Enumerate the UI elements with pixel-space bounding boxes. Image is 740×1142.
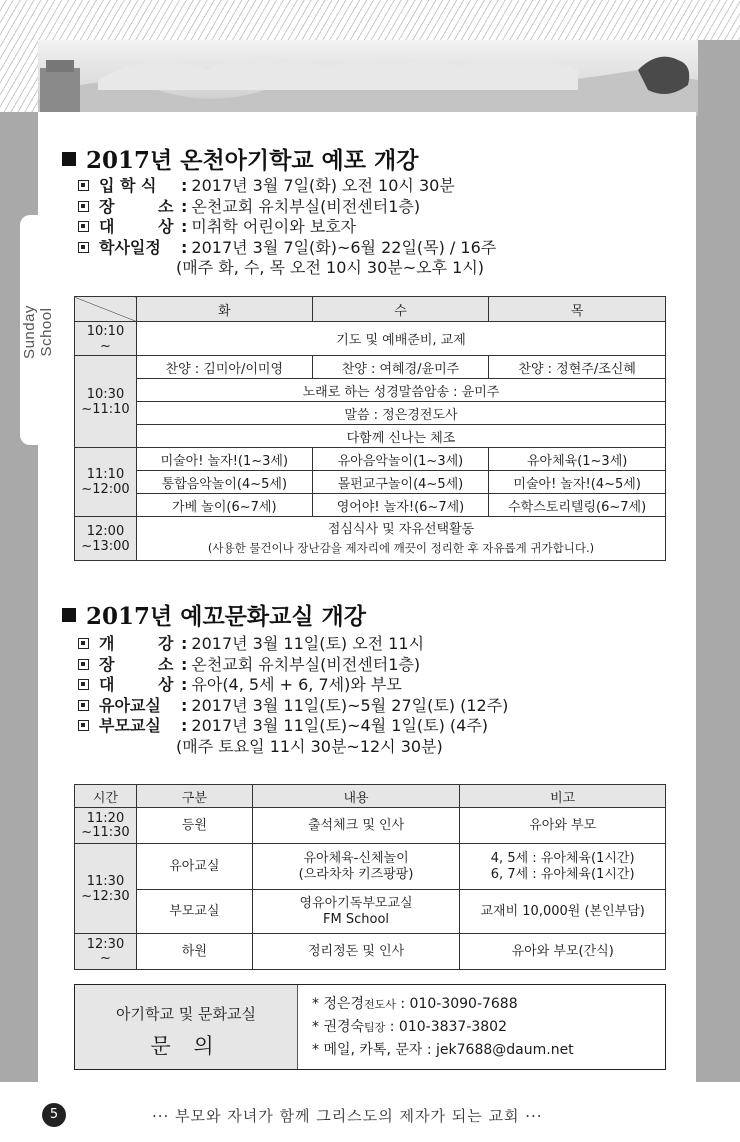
square-bullet-icon — [62, 152, 76, 166]
colon: : — [181, 196, 188, 216]
corner-cell — [75, 297, 137, 322]
colon: : — [181, 634, 188, 653]
contact-label-area — [75, 985, 298, 1069]
square-bullet-icon — [62, 608, 76, 622]
info-value: 미취학 어린이와 보호자 — [191, 217, 357, 236]
content-cell: 영유아기독부모교실 FM School — [252, 890, 460, 934]
activity-cell: 노래로 하는 성경말씀암송 : 윤미주 — [136, 379, 665, 402]
table-header-row — [75, 297, 666, 322]
content-cell: 정리정돈 및 인사 — [252, 934, 460, 970]
table-row — [75, 844, 666, 890]
time-cell: 11:20 ~11:30 — [75, 808, 137, 844]
content-cell: 출석체크 및 인사 — [252, 808, 460, 844]
praise-cell: 찬양 : 김미아/이미영 — [136, 356, 312, 379]
time-cell: 12:30 ~ — [75, 934, 137, 970]
contact-phone: : 010-3090-7688 — [395, 996, 518, 1012]
contact-details — [298, 985, 574, 1069]
contact-name: 메일, 카톡, 문자 — [323, 1042, 423, 1058]
side-tab-label: Sunday School — [21, 305, 55, 359]
info-row — [78, 675, 508, 696]
info-value: 2017년 3월 7일(화)~6월 22일(목) / 16주 — [191, 237, 497, 257]
table-header-row — [75, 785, 666, 808]
lunch-note: (사용한 물건이나 장난감을 제자리에 깨끗이 정리한 후 자유롭게 귀가합니다.) — [207, 540, 595, 555]
header-content: 내용 — [252, 785, 460, 808]
activity-cell: 영어야! 놀자!(6~7세) — [312, 494, 489, 517]
culture-class-table — [74, 784, 666, 970]
banner-illustration — [38, 40, 698, 116]
info-label: 대 상 — [99, 217, 174, 236]
colon: : — [181, 217, 188, 236]
checkbox-bullet-icon — [78, 638, 89, 649]
table-row — [75, 934, 666, 970]
contact-role: 팀장 — [364, 1021, 386, 1034]
info-value: 2017년 3월 11일(토) 오전 11시 — [191, 634, 425, 653]
table-row — [75, 356, 666, 379]
activity-cell: 기도 및 예배준비, 교제 — [136, 322, 665, 356]
section1-info — [78, 176, 496, 279]
activity-cell: 몰펀교구놀이(4~5세) — [312, 471, 489, 494]
table-row — [75, 402, 666, 425]
header-note: 비고 — [460, 785, 666, 808]
colon: : — [181, 716, 188, 735]
note-cell: 유아와 부모(간식) — [460, 934, 666, 970]
activity-cell: 유아음악놀이(1~3세) — [312, 448, 489, 471]
header-tue: 화 — [136, 297, 312, 322]
info-label: 대 상 — [99, 675, 174, 694]
side-tab — [20, 215, 60, 445]
contact-line: * 메일, 카톡, 문자 : jek7688@daum.net — [312, 1042, 574, 1058]
checkbox-bullet-icon — [78, 201, 89, 212]
info-note: (매주 토요일 11시 30분~12시 30분) — [176, 736, 443, 756]
time-cell: 10:10 ~ — [75, 322, 137, 356]
info-label: 입 학 식 — [99, 176, 157, 195]
contact-line: * 권경숙팀장 : 010-3837-3802 — [312, 1019, 507, 1035]
checkbox-bullet-icon — [78, 659, 89, 670]
table-row — [75, 494, 666, 517]
activity-cell: 수학스토리텔링(6~7세) — [489, 494, 666, 517]
contact-email: : jek7688@daum.net — [422, 1042, 574, 1058]
info-row — [78, 217, 496, 238]
info-note: (매주 화, 수, 목 오전 10시 30분~오후 1시) — [176, 258, 485, 277]
info-value: 온천교회 유치부실(비전센터1층) — [191, 654, 421, 674]
contact-heading: 문 의 — [150, 1034, 222, 1058]
info-label: 유아교실 — [99, 695, 161, 715]
header-category: 구분 — [136, 785, 252, 808]
note-cell: 유아와 부모 — [460, 808, 666, 844]
info-row — [78, 655, 508, 676]
colon: : — [181, 675, 188, 694]
activity-cell: 미술아! 놀자!(4~5세) — [489, 471, 666, 494]
activity-cell: 가베 놀이(6~7세) — [136, 494, 312, 517]
header-thu: 목 — [489, 297, 666, 322]
info-row — [78, 696, 508, 717]
info-label: 장 소 — [99, 196, 174, 216]
info-row — [78, 634, 508, 655]
note-cell: 교재비 10,000원 (본인부담) — [460, 890, 666, 934]
section2-title — [62, 598, 366, 631]
activity-cell: 유아체육(1~3세) — [489, 448, 666, 471]
info-label: 개 강 — [99, 634, 174, 653]
contact-role: 전도사 — [364, 998, 396, 1011]
info-label: 학사일정 — [99, 237, 161, 257]
contact-label: 아기학교 및 문화교실 — [116, 1005, 256, 1023]
checkbox-bullet-icon — [78, 700, 89, 711]
category-cell: 하원 — [136, 934, 252, 970]
content-cell: 유아체육-신체놀이 (으라차차 키즈팡팡) — [252, 844, 460, 890]
praise-cell: 찬양 : 정현주/조신혜 — [489, 356, 666, 379]
info-value: 온천교회 유치부실(비전센터1층) — [191, 196, 421, 216]
table-row — [75, 890, 666, 934]
activity-cell: 다함께 신나는 체조 — [136, 425, 665, 448]
info-label: 부모교실 — [99, 716, 161, 735]
contact-phone: : 010-3837-3802 — [385, 1019, 507, 1035]
praise-cell: 찬양 : 여혜경/윤미주 — [312, 356, 489, 379]
activity-cell: 미술아! 놀자!(1~3세) — [136, 448, 312, 471]
colon: : — [181, 176, 188, 195]
activity-cell: 말씀 : 정은경전도사 — [136, 402, 665, 425]
checkbox-bullet-icon — [78, 720, 89, 731]
checkbox-bullet-icon — [78, 679, 89, 690]
schedule-table — [74, 296, 666, 561]
colon: : — [181, 695, 188, 715]
contact-name: 권경숙 — [323, 1019, 365, 1035]
category-cell: 유아교실 — [136, 844, 252, 890]
category-cell: 등원 — [136, 808, 252, 844]
section2-info — [78, 634, 508, 757]
section1-title-text: 2017년 온천아기학교 예포 개강 — [86, 147, 419, 174]
header-banner-image — [38, 40, 698, 116]
checkbox-bullet-icon — [78, 180, 89, 191]
page-frame-top — [696, 40, 740, 120]
time-cell: 11:10 ~12:00 — [75, 448, 137, 517]
activity-cell: 통합음악놀이(4~5세) — [136, 471, 312, 494]
info-value: 2017년 3월 11일(토)~4월 1일(토) (4주) — [191, 716, 489, 735]
info-label: 장 소 — [99, 654, 174, 674]
contact-name: 정은경 — [323, 996, 365, 1012]
info-row — [78, 238, 496, 259]
info-row — [78, 176, 496, 197]
note-cell: 4, 5세 : 유아체육(1시간) 6, 7세 : 유아체육(1시간) — [460, 844, 666, 890]
time-cell: 10:30 ~11:10 — [75, 356, 137, 448]
table-row — [75, 471, 666, 494]
table-row — [75, 379, 666, 402]
info-row — [78, 716, 508, 737]
table-row — [75, 425, 666, 448]
info-row — [78, 197, 496, 218]
checkbox-bullet-icon — [78, 221, 89, 232]
table-row — [75, 808, 666, 844]
section1-title — [62, 142, 418, 175]
table-row — [75, 517, 666, 561]
header-wed: 수 — [312, 297, 489, 322]
category-cell: 부모교실 — [136, 890, 252, 934]
info-value: 2017년 3월 11일(토)~5월 27일(토) (12주) — [191, 695, 509, 715]
page-number: 5 — [42, 1103, 66, 1127]
lunch-text: 점심식사 및 자유선택활동 — [327, 521, 475, 537]
header-time: 시간 — [75, 785, 137, 808]
info-value: 2017년 3월 7일(화) 오전 10시 30분 — [191, 176, 455, 195]
time-cell: 11:30 ~12:30 — [75, 844, 137, 934]
footer-slogan: ··· 부모와 자녀가 함께 그리스도의 제자가 되는 교회 ··· — [152, 1107, 543, 1125]
section2-title-text: 2017년 예꼬문화교실 개강 — [86, 603, 366, 630]
time-cell: 12:00 ~13:00 — [75, 517, 137, 561]
contact-box — [74, 984, 666, 1070]
lunch-cell — [136, 517, 665, 561]
checkbox-bullet-icon — [78, 242, 89, 253]
table-row — [75, 448, 666, 471]
colon: : — [181, 237, 188, 257]
info-value: 유아(4, 5세 + 6, 7세)와 부모 — [191, 675, 402, 694]
contact-line: * 정은경전도사 : 010-3090-7688 — [312, 996, 518, 1012]
table-row — [75, 322, 666, 356]
colon: : — [181, 654, 188, 674]
